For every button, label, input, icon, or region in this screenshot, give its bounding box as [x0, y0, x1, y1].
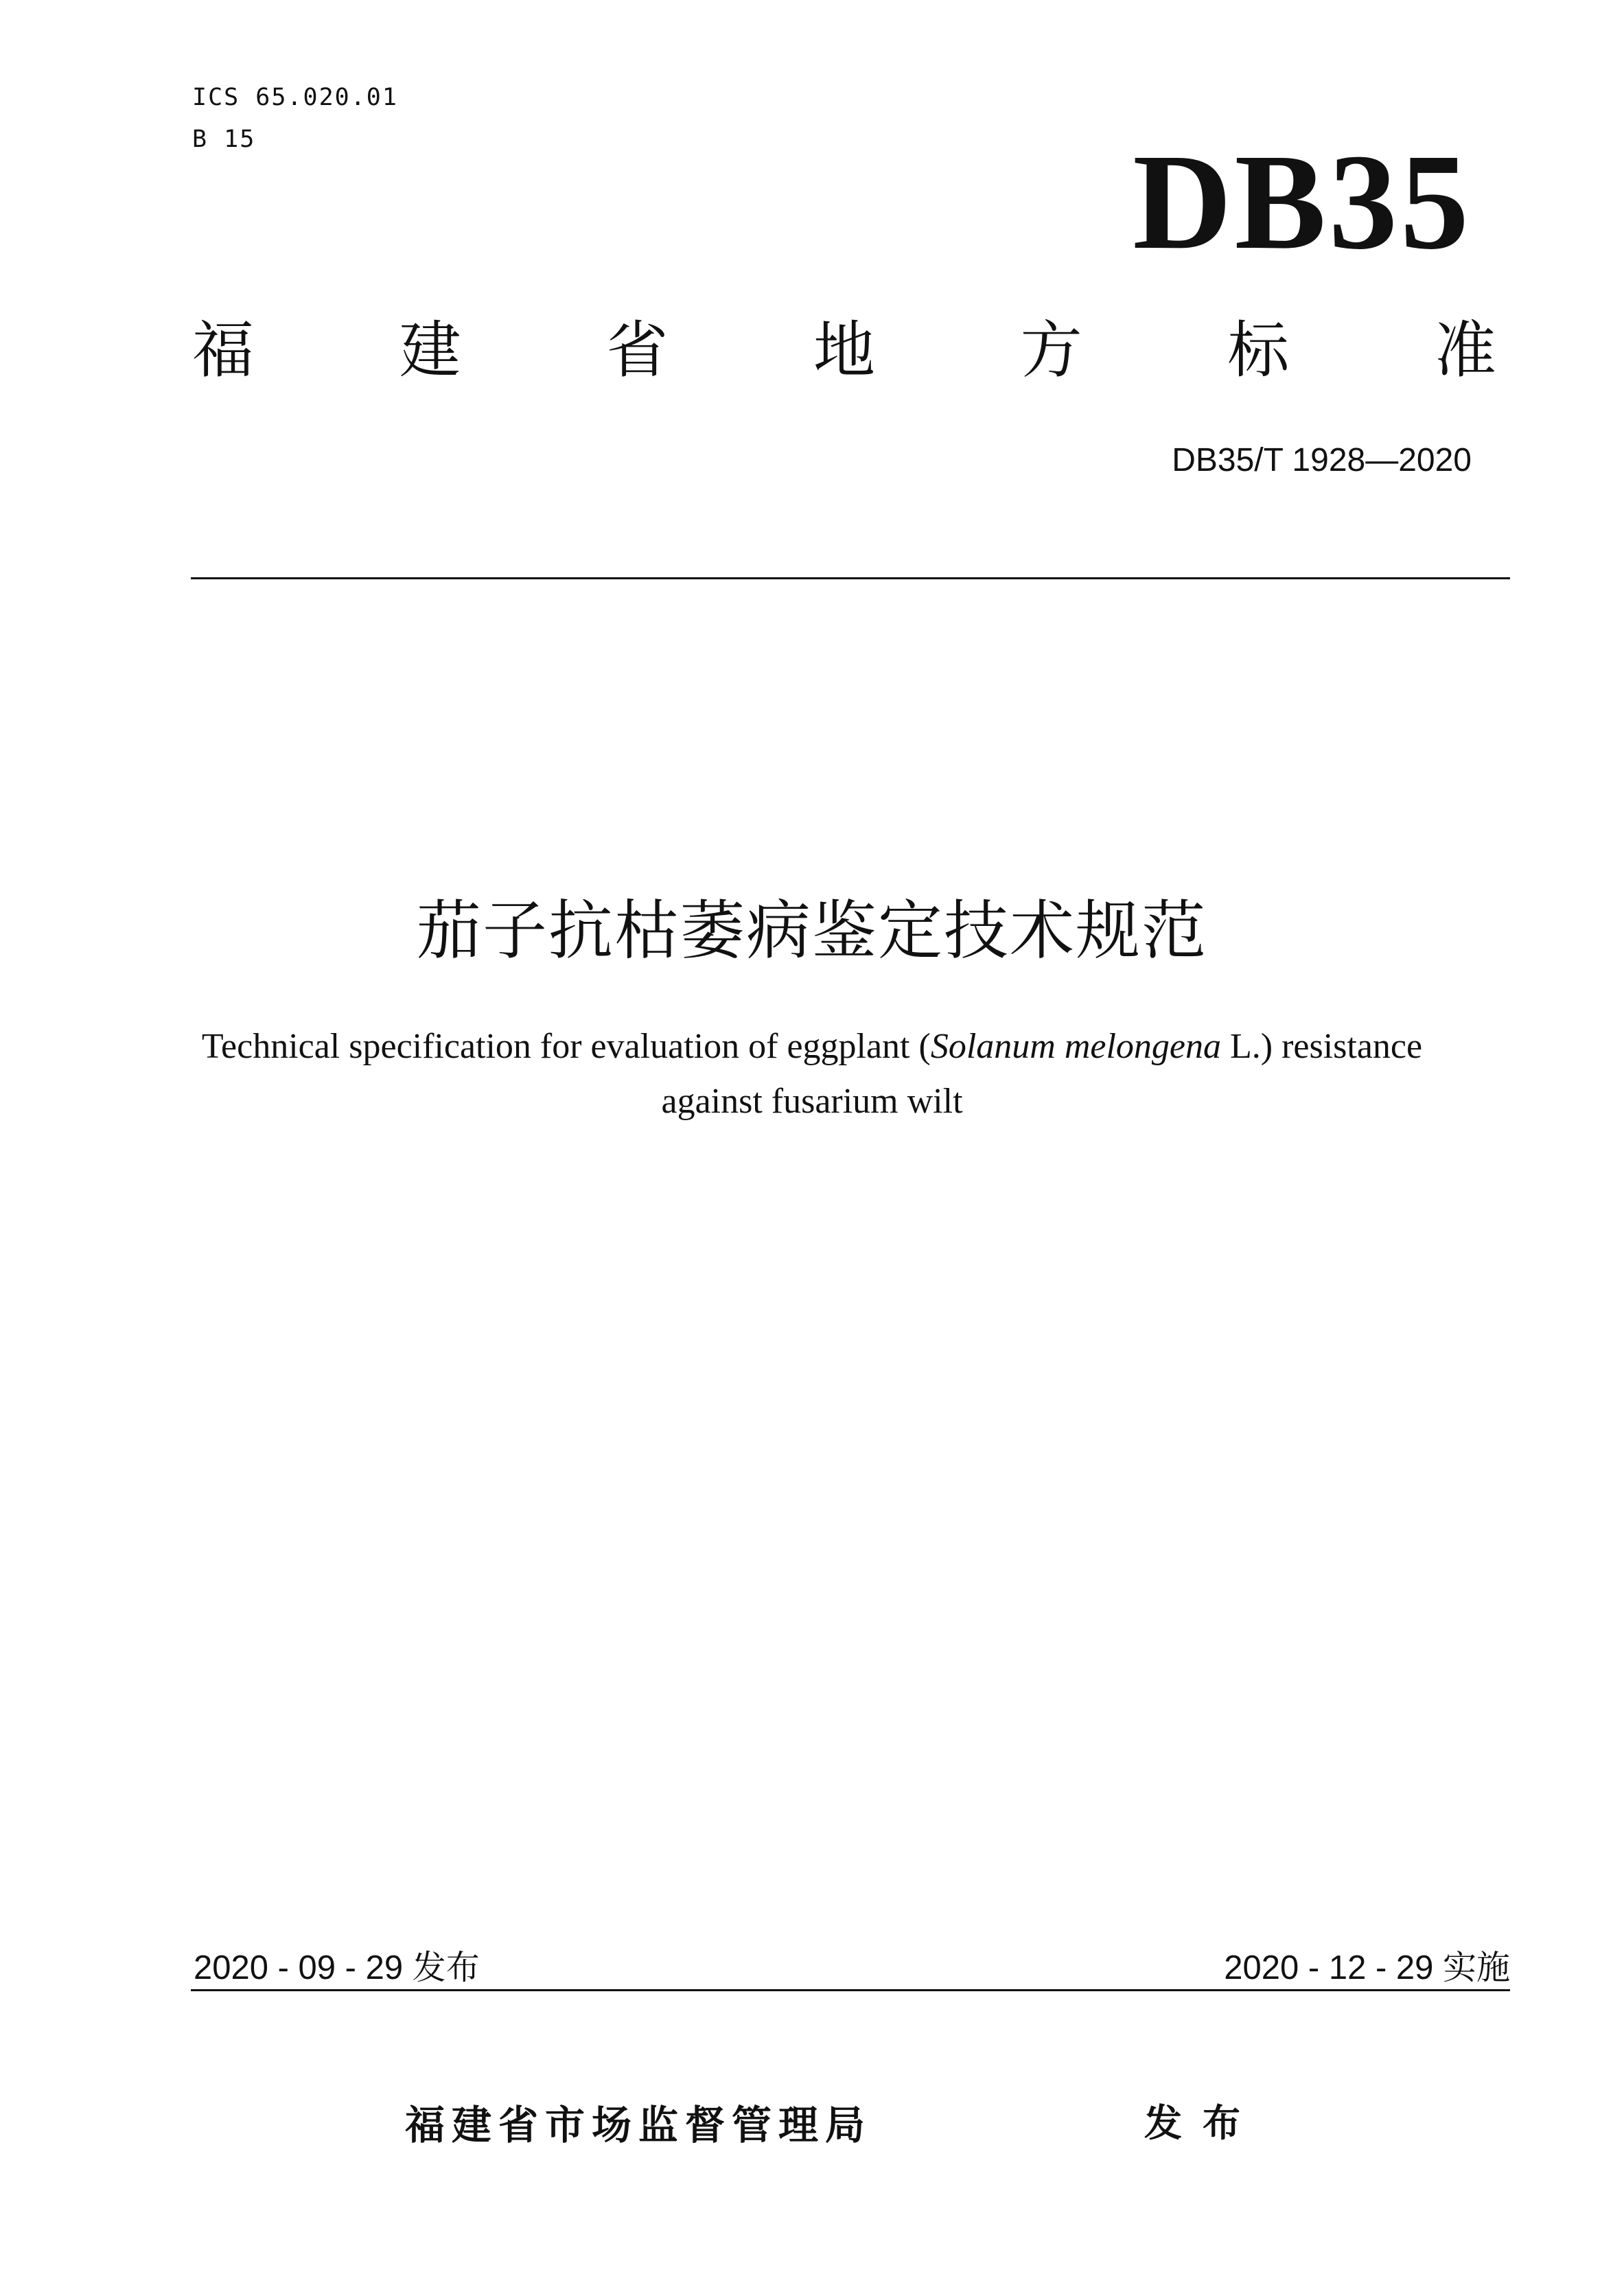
issue-date: 2020 - 09 - 29 发布 [194, 1949, 480, 1986]
english-title [0, 1019, 1624, 1129]
ics-code: ICS 65.020.01 [192, 84, 398, 111]
implementation-date: 2020 - 12 - 29 实施 [1224, 1949, 1510, 1986]
standard-type-char: 标 [1227, 314, 1290, 386]
english-title-line-2: against fusarium wilt [661, 1082, 963, 1121]
standard-number: DB35/T 1928—2020 [1172, 442, 1472, 478]
standard-type-char: 地 [813, 314, 875, 386]
publish-label: 发布 [1144, 2101, 1262, 2145]
standard-type-char: 福 [192, 314, 254, 386]
publisher-name: 福建省市场监督管理局 [405, 2102, 872, 2148]
standard-type-char: 方 [1020, 314, 1082, 386]
db35-logo: DB35 [1133, 126, 1472, 278]
standard-type-char: 建 [399, 314, 461, 386]
standard-type-char: 省 [606, 314, 669, 386]
top-divider [191, 577, 1510, 579]
english-title-line-1 [0, 1019, 1624, 1074]
english-title-part: Technical specification for evaluation of eggplant ( [201, 1027, 931, 1066]
standard-type-heading [192, 314, 1496, 386]
bottom-divider [191, 1989, 1510, 1991]
species-name: Solanum melongena [930, 1027, 1221, 1066]
standard-type-char: 准 [1434, 314, 1496, 386]
ccs-code: B 15 [192, 126, 256, 153]
english-title-part: L.) resistance [1221, 1027, 1423, 1066]
chinese-title: 茄子抗枯萎病鉴定技术规范 [416, 894, 1207, 969]
